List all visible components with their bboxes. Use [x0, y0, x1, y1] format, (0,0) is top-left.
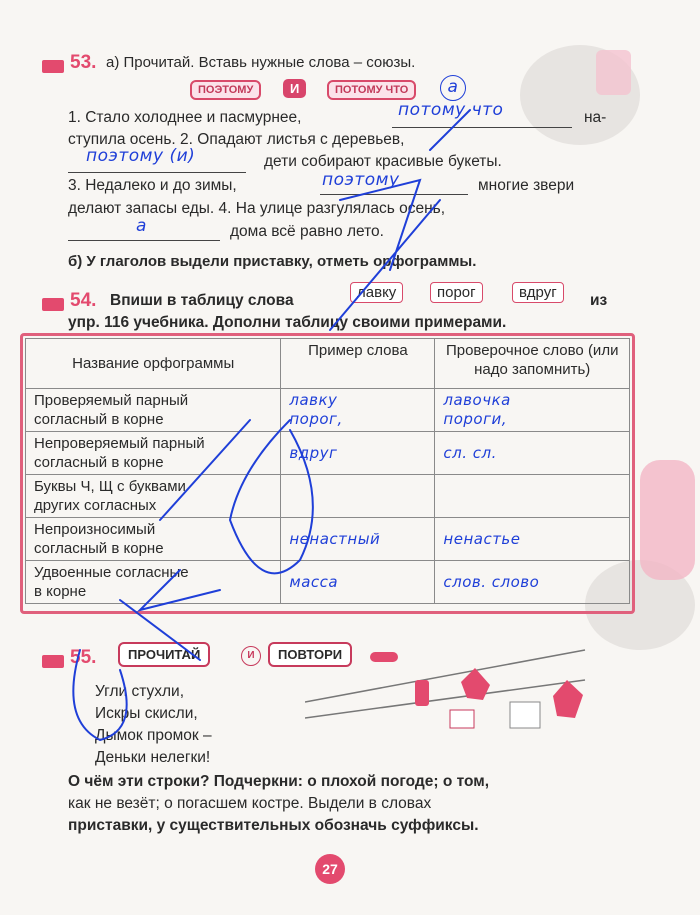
ex54-number: 54. [70, 290, 97, 311]
ex53-line-1b: на- [584, 109, 607, 126]
header-name: Название орфограммы [26, 339, 281, 389]
row4-example: ненастный [281, 518, 435, 561]
answer-3: поэтому [322, 170, 400, 190]
ex53-task-b: б) У глаголов выдели приставку, отметь орфограммы. [68, 253, 477, 270]
row5-name: Удвоенные согласные в корне [26, 561, 281, 604]
ex53-line-6: дома всё равно лето. [230, 223, 384, 240]
table-row [26, 389, 630, 432]
decor-pink-right [640, 460, 695, 580]
poem-line-2: Искры скисли, [95, 705, 198, 722]
decor-pink-top [596, 50, 631, 95]
row5-example: масса [281, 561, 435, 604]
read-badge: ПРОЧИТАЙ [118, 642, 210, 667]
table-header-row [26, 339, 630, 389]
poem-line-1: Угли стухли, [95, 683, 185, 700]
clothesline-illustration [305, 640, 605, 760]
row1-name: Проверяемый парный согласный в корне [26, 389, 281, 432]
row2-check: сл. сл. [435, 432, 630, 475]
ex55-marker-icon [42, 655, 64, 668]
circled-answer-a: а [440, 75, 466, 101]
answer-2: поэтому (и) [86, 146, 196, 166]
table-row [26, 518, 630, 561]
word-box-lavku: лавку [350, 282, 403, 303]
ex55-number: 55. [70, 647, 97, 668]
word-box-vdrug: вдруг [512, 282, 564, 303]
repeat-badge: ПОВТОРИ [268, 642, 352, 667]
row3-check [435, 475, 630, 518]
ex54-marker-icon [42, 298, 64, 311]
header-example: Пример слова [281, 339, 435, 389]
ex53-line-3: дети собирают красивые букеты. [264, 153, 502, 170]
blank-line-1 [392, 127, 572, 128]
row2-example: вдруг [281, 432, 435, 475]
ex54-suffix: из [590, 292, 608, 309]
poem-line-4: Деньки нелегки! [95, 749, 211, 766]
tag-i: И [283, 79, 306, 98]
tag-potomu-chto: ПОТОМУ ЧТО [327, 80, 416, 100]
table-row [26, 475, 630, 518]
question-line-2: как не везёт; о погасшем костре. Выдели в словах [68, 795, 432, 812]
header-check: Проверочное слово (или надо запомнить) [435, 339, 630, 389]
row4-name: Непроизносимый согласный в корне [26, 518, 281, 561]
question-line-1: О чём эти строки? Подчеркни: о плохой погоде; о том, [68, 773, 490, 790]
poem-line-3: Дымок промок – [95, 727, 212, 744]
ex53-marker-icon [42, 60, 64, 73]
page-number: 27 [315, 854, 345, 884]
blank-line-2 [68, 172, 246, 173]
and-circle: И [241, 646, 261, 666]
ex53-line-5: делают запасы еды. 4. На улице разгулялась осень, [68, 200, 446, 217]
ex53-number: 53. [70, 52, 97, 73]
row5-check: слов. слово [435, 561, 630, 604]
orthogram-table [25, 338, 630, 604]
row4-check: ненастье [435, 518, 630, 561]
ex54-line-2: упр. 116 учебника. Дополни таблицу своими примерами. [68, 314, 507, 331]
ex53-line-1: 1. Стало холоднее и пасмурнее, [68, 109, 302, 126]
table-row [26, 432, 630, 475]
ex53-task-a: а) Прочитай. Вставь нужные слова – союзы. [106, 54, 416, 71]
row3-name: Буквы Ч, Щ с буквами других согласных [26, 475, 281, 518]
row2-name: Непроверяемый парный согласный в корне [26, 432, 281, 475]
row1-example: лавку порог, [281, 389, 435, 432]
word-box-porog: порог [430, 282, 483, 303]
row3-example [281, 475, 435, 518]
ex54-intro: Впиши в таблицу слова [110, 292, 294, 309]
ex53-line-2: ступила осень. 2. Опадают листья с деревьев, [68, 131, 405, 148]
tag-poetomu: ПОЭТОМУ [190, 80, 261, 100]
row1-check: лавочка пороги, [435, 389, 630, 432]
ex53-line-4: 3. Недалеко и до зимы, [68, 177, 237, 194]
blank-line-4 [68, 240, 220, 241]
table-row [26, 561, 630, 604]
answer-1: потому что [398, 100, 504, 120]
question-line-3: приставки, у существительных обозначь суффиксы. [68, 817, 479, 834]
ex53-line-4b: многие звери [478, 177, 575, 194]
blank-line-3 [320, 194, 468, 195]
answer-4: а [136, 216, 147, 236]
